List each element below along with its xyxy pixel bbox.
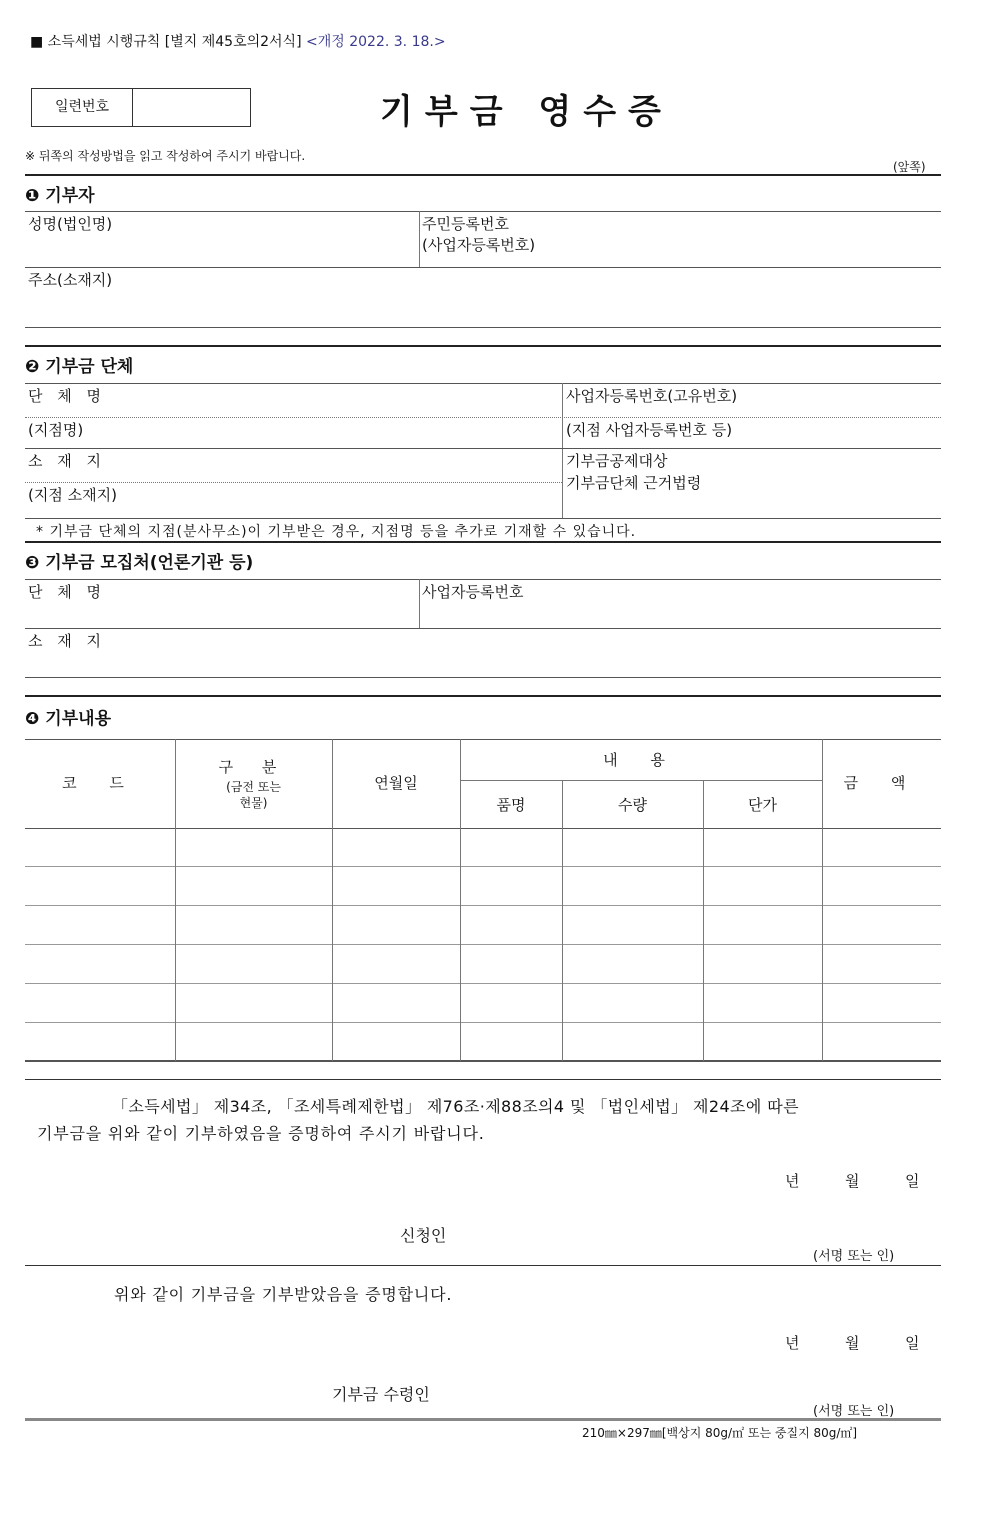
donor-rrn-label: 주민등록번호 bbox=[422, 215, 509, 233]
divider bbox=[703, 780, 704, 1061]
col-code-header: 코 드 bbox=[62, 774, 138, 792]
details-section-heading: ❹ 기부내용 bbox=[25, 709, 111, 729]
divider bbox=[25, 518, 941, 519]
organization-location-label: 소 재 지 bbox=[28, 452, 107, 470]
divider bbox=[460, 780, 822, 781]
solicitor-brn-label: 사업자등록번호 bbox=[422, 583, 524, 601]
organization-brn-label: 사업자등록번호(고유번호) bbox=[566, 387, 738, 405]
divider bbox=[25, 695, 941, 697]
donor-address-label: 주소(소재지) bbox=[28, 271, 113, 289]
divider bbox=[25, 628, 941, 629]
receipt-year: 년 bbox=[785, 1334, 800, 1352]
divider bbox=[25, 417, 941, 418]
cert-day: 일 bbox=[905, 1172, 920, 1190]
divider bbox=[25, 541, 941, 543]
divider bbox=[25, 677, 941, 678]
divider bbox=[25, 1022, 941, 1023]
col-amount-header: 금 액 bbox=[843, 774, 920, 792]
col-qty-header: 수량 bbox=[618, 796, 647, 814]
organization-section-heading: ❷ 기부금 단체 bbox=[25, 357, 134, 377]
divider bbox=[419, 579, 420, 628]
col-date-header: 연월일 bbox=[374, 774, 418, 792]
col-type-sub2: 현물) bbox=[239, 796, 268, 810]
cert-year: 년 bbox=[785, 1172, 800, 1190]
certification-statement-line1: 「소득세법」 제34조, 「조세특례제한법」 제76조·제88조의4 및 「법인세법」 제24조에 따른 bbox=[112, 1097, 799, 1116]
col-content-header: 내 용 bbox=[603, 751, 679, 769]
divider bbox=[25, 383, 941, 384]
branch-brn-label: (지점 사업자등록번호 등) bbox=[566, 421, 733, 439]
form-reference: ■ 소득세법 시행규칙 [별지 제45호의2서식] <개정 2022. 3. 18.> bbox=[30, 34, 446, 50]
receipt-statement: 위와 같이 기부금을 기부받았음을 증명합니다. bbox=[114, 1285, 453, 1304]
divider bbox=[25, 448, 941, 449]
certification-statement-line2: 기부금을 위와 같이 기부하였음을 증명하여 주시기 바랍니다. bbox=[37, 1124, 485, 1143]
divider bbox=[562, 780, 563, 1061]
divider bbox=[25, 739, 941, 740]
front-side-label: (앞쪽) bbox=[893, 160, 926, 174]
serial-number-field[interactable] bbox=[133, 89, 250, 126]
divider bbox=[25, 905, 941, 906]
solicitor-location-label: 소 재 지 bbox=[28, 632, 107, 650]
col-price-header: 단가 bbox=[748, 796, 777, 814]
divider bbox=[25, 1060, 941, 1062]
col-type-header: 구 분 bbox=[218, 758, 289, 776]
divider bbox=[25, 327, 941, 328]
revision-note: <개정 2022. 3. 18.> bbox=[306, 34, 446, 50]
branch-location-label: (지점 소재지) bbox=[28, 486, 117, 504]
divider bbox=[25, 267, 941, 268]
divider bbox=[25, 482, 562, 483]
divider bbox=[25, 866, 941, 867]
branch-name-label: (지점명) bbox=[28, 421, 84, 439]
divider bbox=[25, 579, 941, 580]
col-item-header: 품명 bbox=[496, 796, 526, 814]
receipt-month: 월 bbox=[845, 1334, 860, 1352]
donor-name-label: 성명(법인명) bbox=[28, 215, 113, 233]
receipt-day: 일 bbox=[905, 1334, 920, 1352]
solicitor-name-label: 단 체 명 bbox=[28, 583, 107, 601]
col-type-sub1: (금전 또는 bbox=[226, 780, 281, 794]
recipient-signature-field[interactable] bbox=[865, 1388, 905, 1408]
divider bbox=[25, 1079, 941, 1080]
divider bbox=[419, 211, 420, 267]
legal-basis-label: 기부금단체 근거법령 bbox=[566, 474, 702, 492]
serial-number-box bbox=[31, 88, 251, 127]
donor-brn-label: (사업자등록번호) bbox=[422, 236, 536, 254]
instruction-notice: ※ 뒤쪽의 작성방법을 읽고 작성하여 주시기 바랍니다. bbox=[25, 149, 306, 163]
divider bbox=[25, 1265, 941, 1266]
donor-section-heading: ❶ 기부자 bbox=[25, 186, 95, 206]
divider bbox=[562, 383, 563, 518]
divider bbox=[25, 345, 941, 347]
branch-note: * 기부금 단체의 지점(분사무소)이 기부받은 경우, 지점명 등을 추가로 기재할 수 있습니다. bbox=[36, 524, 637, 540]
serial-number-label: 일련번호 bbox=[32, 89, 133, 126]
divider bbox=[25, 944, 941, 945]
organization-name-label: 단 체 명 bbox=[28, 387, 107, 405]
paper-spec: 210㎜×297㎜[백상지 80g/㎡ 또는 중질지 80g/㎡] bbox=[582, 1426, 858, 1440]
applicant-signature-field[interactable] bbox=[865, 1232, 905, 1252]
divider bbox=[25, 828, 941, 829]
deduction-target-label: 기부금공제대상 bbox=[566, 452, 668, 470]
divider bbox=[460, 739, 461, 1061]
recipient-sign-note: (서명 또는 인) bbox=[813, 1404, 895, 1419]
applicant-label: 신청인 bbox=[400, 1226, 447, 1245]
divider bbox=[25, 1418, 941, 1421]
applicant-sign-note: (서명 또는 인) bbox=[813, 1249, 895, 1264]
cert-month: 월 bbox=[845, 1172, 860, 1190]
solicitor-section-heading: ❸ 기부금 모집처(언론기관 등) bbox=[25, 553, 254, 573]
divider bbox=[25, 174, 941, 176]
divider bbox=[25, 211, 941, 212]
recipient-label: 기부금 수령인 bbox=[332, 1385, 430, 1404]
page-title: 기부금 영수증 bbox=[380, 92, 673, 132]
divider bbox=[25, 983, 941, 984]
